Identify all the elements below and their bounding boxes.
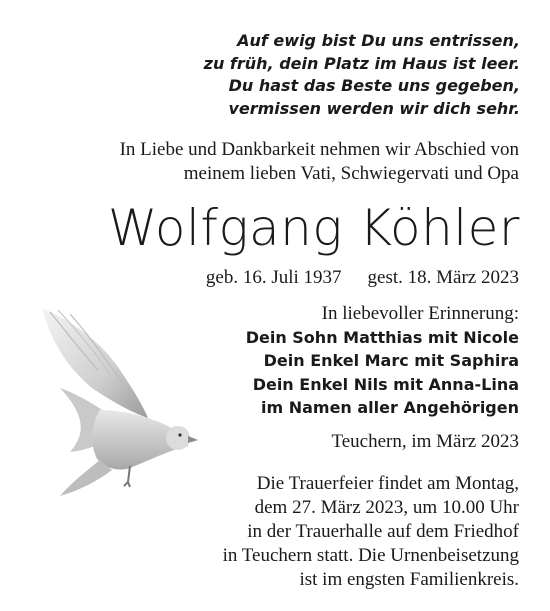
farewell-intro [120, 138, 519, 186]
intro-line: meinem lieben Vati, Schwiegervati und Opa [183, 163, 519, 184]
mourners-block [246, 302, 519, 420]
mourner-line: Dein Sohn Matthias mit Nicole [245, 327, 519, 347]
death-date: gest. 18. März 2023 [367, 267, 519, 288]
poem-line: Du hast das Beste uns gegeben, [228, 76, 520, 95]
ceremony-line: ist im engsten Familienkreis. [299, 569, 519, 590]
dove-icon [30, 300, 200, 500]
poem-line: vermissen werden wir dich sehr. [228, 98, 520, 118]
ceremony-line: Die Trauerfeier findet am Montag, [256, 473, 519, 494]
deceased-name: Wolfgang Köhler [107, 199, 520, 257]
poem-line: zu früh, dein Platz im Haus ist leer. [203, 53, 520, 73]
funeral-details [223, 472, 519, 592]
mourner-line: Dein Enkel Marc mit Saphira [263, 351, 519, 370]
mourner-line: Dein Enkel Nils mit Anna-Lina [252, 374, 519, 394]
memorial-poem [204, 30, 520, 120]
memory-lead: In liebevoller Erinnerung: [321, 303, 519, 324]
birth-date: geb. 16. Juli 1937 [205, 267, 342, 288]
poem-line: Auf ewig bist Du uns entrissen, [237, 31, 520, 50]
place-and-date: Teuchern, im März 2023 [331, 431, 519, 452]
ceremony-line: dem 27. März 2023, um 10.00 Uhr [254, 497, 519, 518]
mourner-line: im Namen aller Angehörigen [260, 398, 519, 417]
intro-line: In Liebe und Dankbarkeit nehmen wir Abschied von [119, 139, 519, 160]
ceremony-line: in Teuchern statt. Die Urnenbeisetzung [222, 545, 519, 566]
ceremony-line: in der Trauerhalle auf dem Friedhof [247, 521, 519, 542]
life-dates [206, 266, 519, 290]
